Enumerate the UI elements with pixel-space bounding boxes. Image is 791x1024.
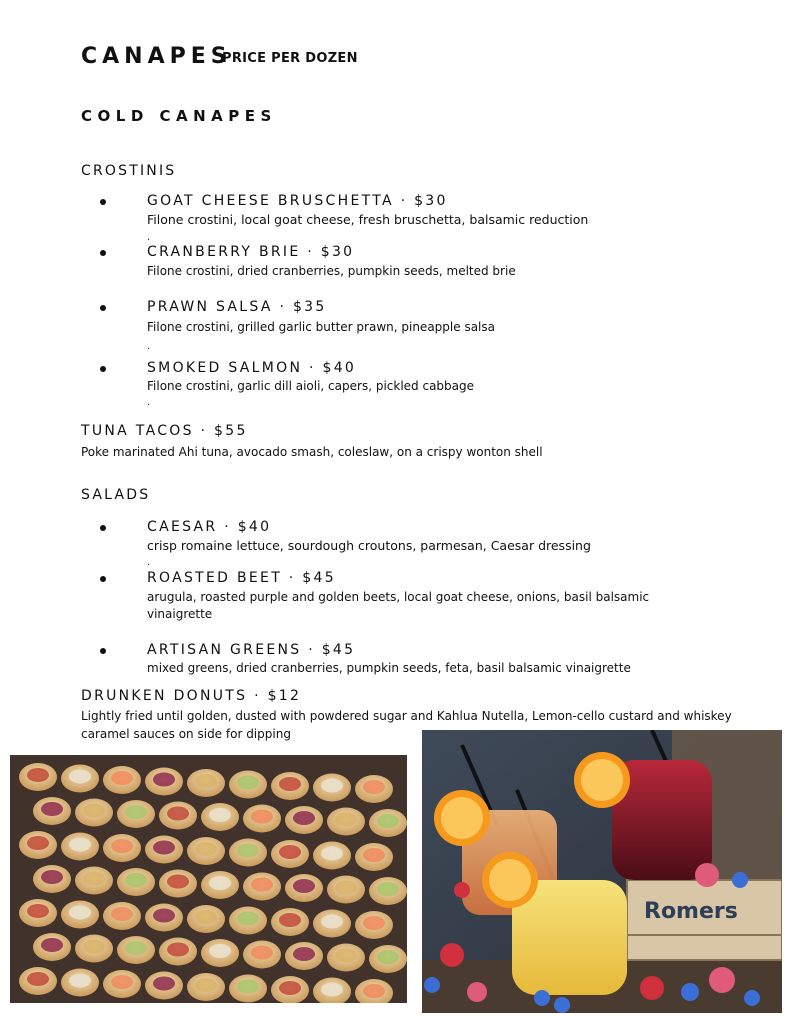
prawn-salsa-desc: Filone crostini, grilled garlic butter prawn, pineapple salsa: [147, 320, 495, 334]
drunken-donuts-desc: Lightly fried until golden, dusted with powdered sugar and Kahlua Nutella, Lemon-cello custard and whiskey: [81, 709, 732, 723]
crostini-topping: [41, 802, 63, 816]
crostini-topping: [27, 768, 49, 782]
separator-dot: .: [147, 397, 151, 408]
crostini-topping: [321, 915, 343, 929]
tuna-tacos-desc: Poke marinated Ahi tuna, avocado smash, coleslaw, on a crispy wonton shell: [81, 445, 543, 459]
caesar-desc: crisp romaine lettuce, sourdough croutons, parmesan, Caesar dressing: [147, 538, 591, 553]
crostini-topping: [69, 974, 91, 988]
crostini-topping: [83, 804, 105, 818]
crostini-topping: [321, 847, 343, 861]
goat-cheese-bruschetta-name: GOAT CHEESE BRUSCHETTA · $30: [147, 193, 448, 209]
crostini-topping: [69, 906, 91, 920]
berry: [424, 977, 440, 993]
crostini-topping: [237, 844, 259, 858]
roasted-beet-desc-cont: vinaigrette: [147, 607, 213, 621]
bullet: [100, 366, 106, 372]
berry: [440, 943, 464, 967]
roasted-beet-desc: arugula, roasted purple and golden beets, local goat cheese, onions, basil balsamic: [147, 590, 650, 604]
crostini-topping: [293, 879, 315, 893]
berry: [467, 982, 487, 1002]
crostini-topping: [363, 984, 385, 998]
crostini-topping: [209, 944, 231, 958]
crostini-topping: [293, 811, 315, 825]
cranberry-brie-desc: Filone crostini, dried cranberries, pumpkin seeds, melted brie: [147, 264, 516, 278]
crostinis-heading: CROSTINIS: [81, 163, 177, 179]
smoked-salmon-name: SMOKED SALMON · $40: [147, 360, 357, 376]
crostini-topping: [209, 876, 231, 890]
separator-dot: .: [147, 557, 151, 568]
crostini-topping: [41, 870, 63, 884]
berry: [709, 967, 735, 993]
crostini-topping: [27, 836, 49, 850]
page-title: CANAPES: [81, 44, 232, 69]
crostini-topping: [237, 776, 259, 790]
crostini-topping: [195, 910, 217, 924]
crostini-topping: [377, 882, 399, 896]
crostini-topping: [251, 878, 273, 892]
drunken-donuts-name: DRUNKEN DONUTS · $12: [81, 688, 302, 704]
crostini-topping: [153, 977, 175, 991]
crostini-topping: [111, 907, 133, 921]
berry: [534, 990, 550, 1006]
crostini-topping: [363, 780, 385, 794]
crostini-topping: [153, 909, 175, 923]
crate-label: Romers: [644, 899, 738, 924]
berry: [732, 872, 748, 888]
crostini-topping: [167, 875, 189, 889]
crostini-topping: [111, 839, 133, 853]
crostini-topping: [363, 848, 385, 862]
crostini-topping: [195, 842, 217, 856]
crostini-topping: [111, 771, 133, 785]
crostini-topping: [125, 805, 147, 819]
separator-dot: .: [147, 341, 151, 352]
crostini-topping: [83, 872, 105, 886]
crostini-topping: [27, 904, 49, 918]
crostini-topping: [111, 975, 133, 989]
roasted-beet-name: ROASTED BEET · $45: [147, 570, 336, 586]
artisan-greens-desc: mixed greens, dried cranberries, pumpkin seeds, feta, basil balsamic vinaigrette: [147, 661, 631, 675]
crostini-topping: [363, 916, 385, 930]
crostini-topping: [41, 938, 63, 952]
bullet: [100, 576, 106, 582]
crostini-topping: [377, 950, 399, 964]
crostini-topping: [195, 978, 217, 992]
separator-dot: .: [147, 232, 151, 243]
canapes-platter-image: [10, 755, 407, 1003]
crostini-topping: [321, 983, 343, 997]
cranberry-brie-name: CRANBERRY BRIE · $30: [147, 244, 355, 260]
tuna-tacos-name: TUNA TACOS · $55: [81, 423, 248, 439]
artisan-greens-name: ARTISAN GREENS · $45: [147, 642, 356, 658]
crostini-topping: [251, 946, 273, 960]
caesar-name: CAESAR · $40: [147, 519, 272, 535]
crostini-topping: [377, 814, 399, 828]
goat-cheese-bruschetta-desc: Filone crostini, local goat cheese, fresh bruschetta, balsamic reduction: [147, 212, 589, 227]
berry: [640, 976, 664, 1000]
crostini-topping: [279, 777, 301, 791]
crostini-topping: [237, 980, 259, 994]
canapes-platter-photo: [10, 755, 407, 1003]
berry: [681, 983, 699, 1001]
crostini-topping: [251, 810, 273, 824]
crostini-topping: [153, 773, 175, 787]
berry: [695, 863, 719, 887]
crostini-topping: [279, 981, 301, 995]
cocktails-image: [422, 730, 782, 1013]
berry: [554, 997, 570, 1013]
crostini-topping: [125, 873, 147, 887]
berry: [454, 882, 470, 898]
drunken-donuts-desc-cont: caramel sauces on side for dipping: [81, 727, 291, 741]
crostini-topping: [237, 912, 259, 926]
berry: [744, 990, 760, 1006]
cold-canapes-heading: COLD CANAPES: [81, 107, 277, 125]
crostini-topping: [279, 913, 301, 927]
crostini-topping: [83, 940, 105, 954]
cocktails-photo: [422, 730, 782, 1013]
crostini-topping: [335, 813, 357, 827]
bullet: [100, 199, 106, 205]
crostini-topping: [279, 845, 301, 859]
bullet: [100, 525, 106, 531]
crostini-topping: [69, 770, 91, 784]
smoked-salmon-desc: Filone crostini, garlic dill aioli, capers, pickled cabbage: [147, 379, 475, 393]
crostini-topping: [167, 807, 189, 821]
crostini-topping: [153, 841, 175, 855]
crostini-topping: [125, 941, 147, 955]
crostini-topping: [167, 943, 189, 957]
bullet: [100, 305, 106, 311]
crostini-topping: [335, 881, 357, 895]
crostini-topping: [335, 949, 357, 963]
crostini-topping: [27, 972, 49, 986]
crostini-topping: [293, 947, 315, 961]
price-note: PRICE PER DOZEN: [222, 51, 358, 66]
crostini-topping: [69, 838, 91, 852]
bullet: [100, 250, 106, 256]
bullet: [100, 648, 106, 654]
prawn-salsa-name: PRAWN SALSA · $35: [147, 299, 327, 315]
salads-heading: SALADS: [81, 487, 151, 503]
crostini-topping: [195, 774, 217, 788]
crostini-topping: [209, 808, 231, 822]
crostini-topping: [321, 779, 343, 793]
